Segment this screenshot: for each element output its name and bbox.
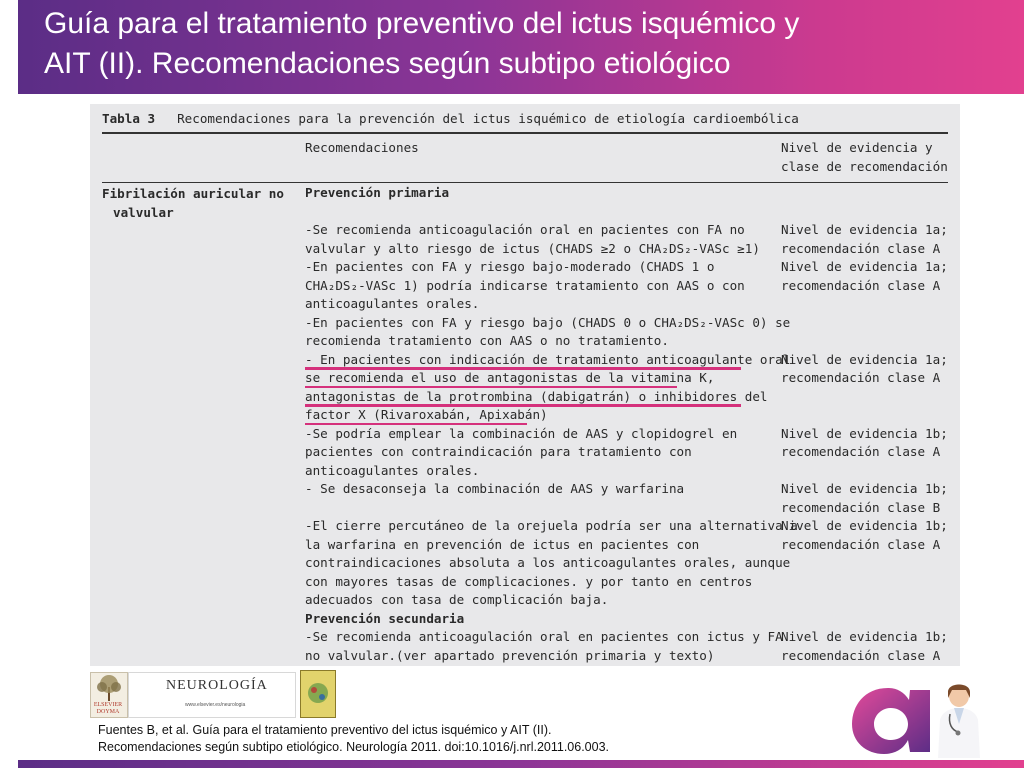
evidence-line: Nivel de evidencia 1a; (781, 259, 948, 274)
highlight-underline (305, 423, 527, 426)
bottom-accent-bar (18, 760, 1024, 768)
slide-title (44, 4, 984, 84)
evidence-line: recomendación clase A (781, 277, 941, 293)
journal-url: www.elsevier.es/neurologia (185, 702, 246, 708)
slide-title-line1: Guía para el tratamiento preventivo del ictus isquémico y (44, 7, 800, 40)
highlight-underline (305, 404, 741, 407)
evidence-line: recomendación clase A (781, 536, 941, 552)
table-caption-text: Recomendaciones para la prevención del ictus isquémico de etiología cardioembólica (177, 111, 799, 126)
reco-line-highlighted: factor X (Rivaroxabán, Apixabán) (305, 407, 548, 422)
primary-prevention-heading: Prevención primaria (305, 185, 450, 200)
evidence-line: recomendación clase A (781, 370, 941, 385)
column-header-evidence (781, 138, 948, 176)
reco-line: pacientes con contraindicación para tratamiento con (305, 444, 692, 459)
reco-line: adecuados con tasa de complicación baja. (305, 592, 609, 607)
evidence-line: Nivel de evidencia 1a; (781, 351, 948, 367)
highlight-underline (305, 386, 677, 389)
reco-line: -Se recomienda anticoagulación oral en pacientes con FA no (305, 222, 745, 237)
category-cell (102, 184, 292, 222)
citation-line1: Fuentes B, et al. Guía para el tratamiento preventivo del ictus isquémico y AIT (II). (98, 723, 552, 737)
evidence-line: recomendación clase B (781, 499, 941, 515)
reco-line: recomienda tratamiento con AAS o no tratamiento. (305, 333, 669, 348)
reco-line: anticoagulantes orales. (305, 296, 480, 311)
table-number: Tabla 3 (102, 111, 156, 126)
reco-line: la warfarina en prevención de ictus en pacientes con (305, 536, 700, 552)
journal-cover-image (300, 670, 336, 718)
category-line1: Fibrilación auricular no (102, 186, 284, 201)
table-caption (102, 111, 952, 126)
evidence-line: Nivel de evidencia 1b; (781, 425, 948, 441)
table-top-rule (102, 132, 948, 134)
reco-line: -En pacientes con FA y riesgo bajo (CHADS 0 o CHA₂DS₂-VASc 0) se (305, 314, 791, 330)
reco-line: - Se desaconseja la combinación de AAS y warfarina (305, 481, 685, 496)
evidence-line: recomendación clase A (781, 647, 941, 663)
table-header-rule (102, 182, 948, 183)
reco-line-highlighted: se recomienda el uso de antagonistas de la vitamina K, (305, 370, 715, 385)
society-a-logo-icon (846, 676, 936, 758)
journal-name: NEUROLOGÍA (166, 678, 268, 693)
reco-line: CHA₂DS₂-VASc 1) podría indicarse tratamiento con AAS o con (305, 277, 745, 293)
reco-line: -En pacientes con FA y riesgo bajo-moderado (CHADS 1 o (305, 259, 715, 274)
recommendations-table (90, 104, 960, 666)
citation-line2: Recomendaciones según subtipo etiológico. Neurología 2011. doi:10.1016/j.nrl.2011.06.003. (98, 740, 610, 754)
highlight-underline (305, 367, 741, 370)
reco-line: contraindicaciones absoluta a los anticoagulantes orales, aunque (305, 555, 791, 570)
reco-line: -Se podría emplear la combinación de AAS y clopidogrel en (305, 425, 738, 441)
tree-icon (91, 673, 127, 703)
reco-line-highlighted: - En pacientes con indicación de tratamiento anticoagulante oral (305, 351, 791, 367)
category-line2: valvular (113, 205, 174, 220)
publisher-name: ELSEVIER DOYMA (93, 702, 123, 715)
reco-line: -El cierre percutáneo de la orejuela podría ser una alternativa a (305, 518, 798, 533)
citation (98, 722, 738, 756)
column-header-evidence-line2: clase de recomendación (781, 159, 948, 174)
reco-line: valvular y alto riesgo de ictus (CHADS ≥2 o CHA₂DS₂-VASc ≥1) (305, 240, 760, 256)
cover-art-icon (301, 671, 335, 717)
evidence-line: Nivel de evidencia 1b; (781, 481, 948, 496)
evidence-line: recomendación clase A (781, 444, 941, 459)
reco-line: anticoagulantes orales. (305, 462, 480, 478)
evidence-line: Nivel de evidencia 1a; (781, 222, 948, 237)
doctor-illustration-icon (928, 680, 990, 758)
reco-line: con mayores tasas de complicaciones. y por tanto en centros (305, 573, 753, 589)
evidence-line: Nivel de evidencia 1b; (781, 518, 948, 533)
evidence-line: Nivel de evidencia 1b; (781, 629, 948, 644)
column-header-evidence-line1: Nivel de evidencia y (781, 140, 933, 155)
evidence-line: recomendación clase A (781, 240, 941, 256)
column-header-recommendations: Recomendaciones (305, 140, 419, 155)
reco-line-highlighted: antagonistas de la protrombina (dabigatrán) o inhibidores del (305, 388, 768, 404)
reco-line: -Se recomienda anticoagulación oral en pacientes con ictus y FA (305, 629, 783, 644)
secondary-prevention-heading: Prevención secundaria (305, 610, 465, 626)
reco-line: no valvular.(ver apartado prevención primaria y texto) (305, 647, 715, 663)
slide-title-line2: AIT (II). Recomendaciones según subtipo etiológico (44, 47, 731, 80)
